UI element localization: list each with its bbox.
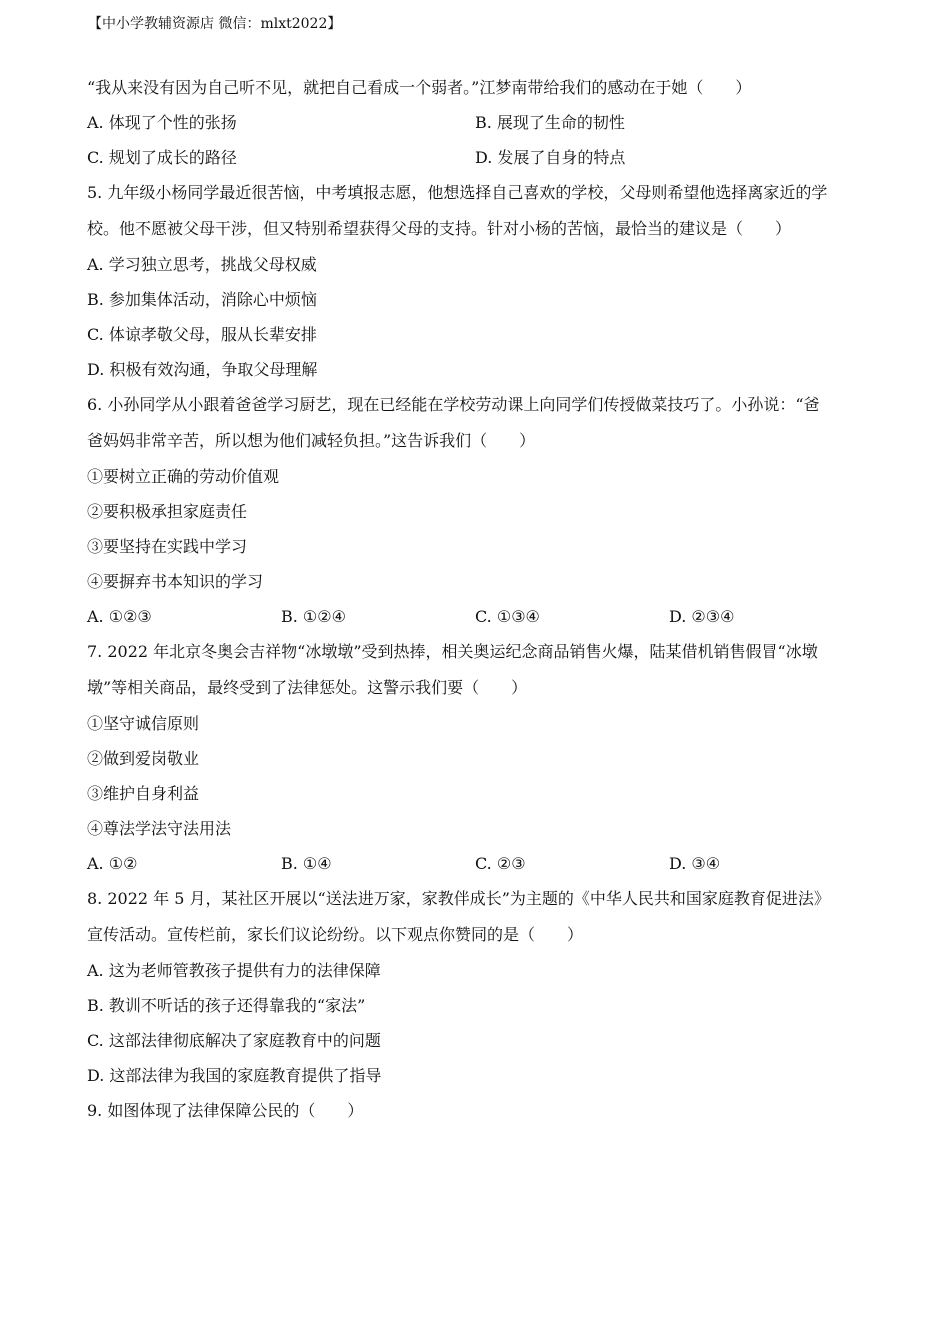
question-stem: 7. 2022 年北京冬奥会吉祥物“冰墩墩”受到热捧，相关奥运纪念商品销售火爆，陆某借机销售假冒“冰墩	[87, 642, 818, 661]
options-row	[87, 846, 877, 881]
question-stem: 墩”等相关商品，最终受到了法律惩处。这警示我们要（ ）	[87, 678, 528, 697]
option-c: C. ②③	[475, 854, 526, 873]
option-d: D. ②③④	[669, 607, 735, 626]
option-c: C. ①③④	[475, 607, 540, 626]
question-stem: “我从来没有因为自己听不见，就把自己看成一个弱者。”江梦南带给我们的感动在于她（ ）	[87, 78, 752, 97]
statement-item: ③维护自身利益	[87, 784, 200, 803]
option-b: B. 参加集体活动，消除心中烦恼	[87, 290, 317, 309]
option-a: A. ①②③	[87, 607, 152, 626]
statement-item: ④要摒弃书本知识的学习	[87, 572, 264, 591]
page-header-watermark: 【中小学教辅资源店 微信：mlxt2022】	[88, 16, 342, 32]
question-stem: 9. 如图体现了法律保障公民的（ ）	[87, 1101, 364, 1120]
option-b: B. 展现了生命的韧性	[475, 113, 625, 132]
option-a: A. 这为老师管教孩子提供有力的法律保障	[87, 961, 381, 980]
statement-item: ④尊法学法守法用法	[87, 819, 232, 838]
statement-item: ③要坚持在实践中学习	[87, 537, 248, 556]
option-b: B. 教训不听话的孩子还得靠我的“家法”	[87, 996, 366, 1015]
option-c: C. 这部法律彻底解决了家庭教育中的问题	[87, 1031, 381, 1050]
option-b: B. ①④	[281, 854, 332, 873]
statement-item: ①坚守诚信原则	[87, 714, 200, 733]
option-a: A. ①②	[87, 854, 138, 873]
statement-item: ①要树立正确的劳动价值观	[87, 467, 280, 486]
question-stem: 校。他不愿被父母干涉，但又特别希望获得父母的支持。针对小杨的苦恼，最恰当的建议是（ ）	[87, 219, 792, 238]
statement-item: ②做到爱岗敬业	[87, 749, 200, 768]
question-5	[87, 175, 877, 387]
option-d: D. 这部法律为我国的家庭教育提供了指导	[87, 1066, 382, 1085]
options-row	[87, 599, 877, 634]
options-row	[87, 140, 877, 175]
question-7	[87, 634, 877, 881]
option-c: C. 体谅孝敬父母，服从长辈安排	[87, 325, 317, 344]
question-stem: 宣传活动。宣传栏前，家长们议论纷纷。以下观点你赞同的是（ ）	[87, 925, 584, 944]
question-6	[87, 387, 877, 634]
question-stem: 爸妈妈非常辛苦，所以想为他们减轻负担。”这告诉我们（ ）	[87, 431, 536, 450]
option-a: A. 学习独立思考，挑战父母权威	[87, 255, 317, 274]
question-8	[87, 881, 877, 1093]
option-d: D. ③④	[669, 854, 721, 873]
option-c: C. 规划了成长的路径	[87, 148, 237, 167]
option-a: A. 体现了个性的张扬	[87, 113, 237, 132]
question-stem: 5. 九年级小杨同学最近很苦恼，中考填报志愿，他想选择自己喜欢的学校，父母则希望他选择离家近的学	[87, 183, 828, 202]
question-stem: 6. 小孙同学从小跟着爸爸学习厨艺，现在已经能在学校劳动课上向同学们传授做菜技巧了。小孙说：“爸	[87, 395, 820, 414]
option-b: B. ①②④	[281, 607, 346, 626]
option-d: D. 积极有效沟通，争取父母理解	[87, 360, 318, 379]
question-4	[87, 70, 877, 175]
question-stem: 8. 2022 年 5 月，某社区开展以“送法进万家，家教伴成长”为主题的《中华人民共和国家庭教育促进法》	[87, 889, 830, 908]
exam-content	[87, 70, 877, 1128]
question-9	[87, 1093, 877, 1128]
options-row	[87, 105, 877, 140]
option-d: D. 发展了自身的特点	[475, 148, 626, 167]
statement-item: ②要积极承担家庭责任	[87, 502, 248, 521]
